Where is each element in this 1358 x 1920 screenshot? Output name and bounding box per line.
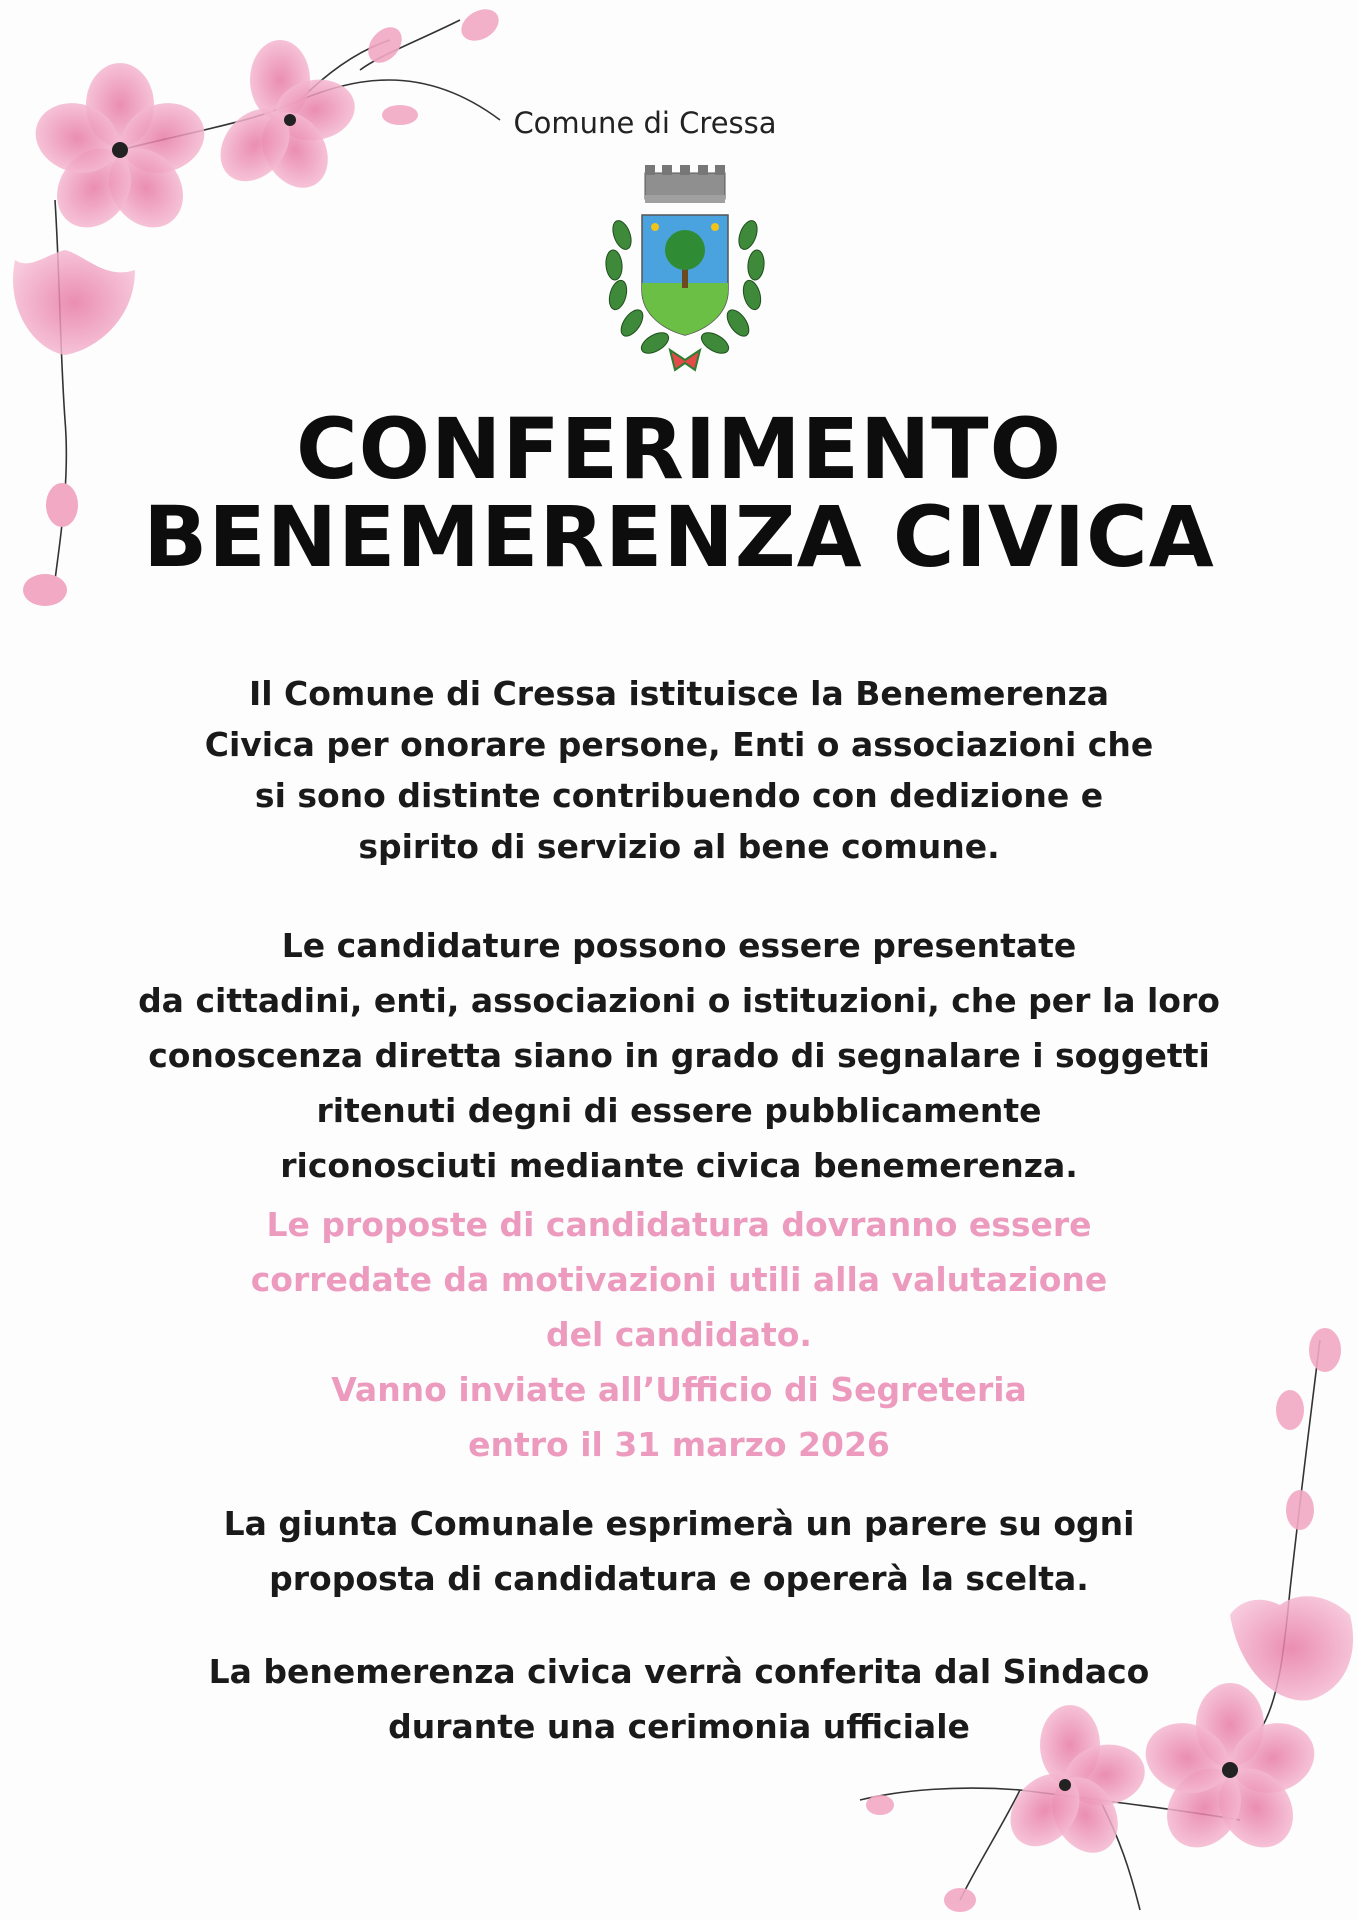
- ceremony-paragraph: [0, 1644, 1358, 1754]
- crown-icon: [645, 165, 725, 203]
- candidature-paragraph: [0, 918, 1358, 1193]
- title-line-2: BENEMERENZA CIVICA: [143, 488, 1215, 586]
- text-line: da cittadini, enti, associazioni o istituzioni, che per la loro: [138, 981, 1220, 1020]
- text-line: Il Comune di Cressa istituisce la Benemerenza: [248, 674, 1110, 713]
- deadline-date: entro il 31 marzo 2026: [468, 1425, 890, 1464]
- text-line: ritenuti degni di essere pubblicamente: [316, 1091, 1042, 1130]
- text-line: spirito di servizio al bene comune.: [358, 827, 1000, 866]
- flower-1: [27, 63, 214, 242]
- text-line: si sono distinte contribuendo con dedizione e: [254, 776, 1104, 815]
- page-title: [0, 400, 1358, 586]
- title-line-1: CONFERIMENTO: [295, 400, 1063, 498]
- municipal-coat-of-arms-icon: [600, 165, 770, 375]
- text-line: riconosciuti mediante civica benemerenza.: [280, 1146, 1078, 1185]
- selection-paragraph: [0, 1496, 1358, 1606]
- text-line: Vanno inviate all’Ufficio di Segreteria: [331, 1370, 1027, 1409]
- text-line: Civica per onorare persone, Enti o associazioni che: [204, 725, 1154, 764]
- municipality-name: Comune di Cressa: [513, 106, 777, 140]
- text-line: La giunta Comunale esprimerà un parere su ogni: [223, 1504, 1135, 1543]
- text-line: conoscenza diretta siano in grado di segnalare i soggetti: [148, 1036, 1210, 1075]
- text-line: corredate da motivazioni utili alla valutazione: [250, 1260, 1108, 1299]
- text-line: Le candidature possono essere presentate: [281, 926, 1077, 965]
- text-line: durante una cerimonia ufficiale: [388, 1707, 970, 1746]
- deadline-paragraph: [0, 1197, 1358, 1472]
- text-line: Le proposte di candidatura dovranno essere: [266, 1205, 1092, 1244]
- text-line: La benemerenza civica verrà conferita dal Sindaco: [208, 1652, 1150, 1691]
- text-line: proposta di candidatura e opererà la scelta.: [269, 1559, 1089, 1598]
- intro-paragraph: [0, 668, 1358, 872]
- text-line: del candidato.: [546, 1315, 812, 1354]
